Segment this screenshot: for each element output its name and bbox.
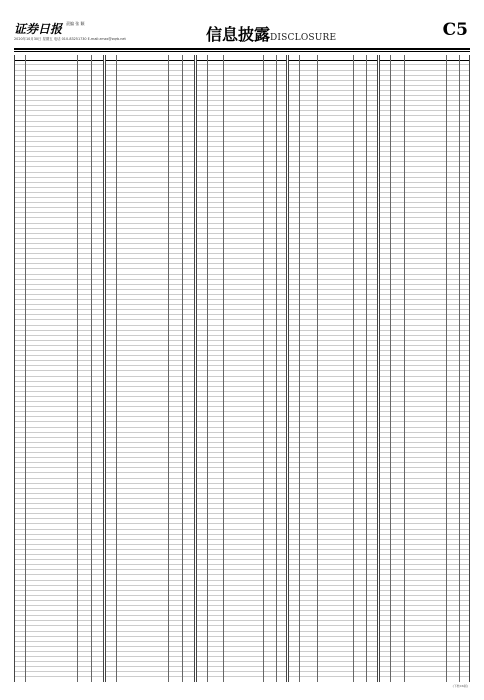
table-column-5 xyxy=(379,55,470,682)
contact-line: 电话 010-83251730 E-mail:zmzx@zqrb.net xyxy=(53,37,126,41)
table-column-3 xyxy=(196,55,287,682)
edition-editor: 责编 张 颖 xyxy=(66,21,85,26)
disclosure-tables xyxy=(14,55,470,682)
page-number: C5 xyxy=(442,20,468,40)
table-column-4 xyxy=(288,55,378,682)
table-header xyxy=(106,55,194,61)
table-header xyxy=(197,55,286,61)
table-column-2 xyxy=(105,55,195,682)
issue-date: 2020年10月30日 星期五 xyxy=(14,37,53,41)
newspaper-page xyxy=(14,20,470,688)
dateline xyxy=(14,37,184,41)
table-header xyxy=(289,55,377,61)
header-rule-thick xyxy=(14,48,470,50)
section-title xyxy=(206,22,336,45)
edition-info xyxy=(66,21,85,26)
continued-note: (下转C6版) xyxy=(452,684,468,688)
newspaper-logo: 证券日报 xyxy=(14,22,63,36)
table-header xyxy=(380,55,469,61)
section-title-cn: 信息披露 xyxy=(206,25,271,44)
page-header xyxy=(14,20,470,50)
masthead xyxy=(14,20,134,50)
header-rule-thin xyxy=(14,51,470,52)
table-column-1 xyxy=(14,55,104,682)
table-header xyxy=(15,55,103,61)
section-title-en: DISCLOSURE xyxy=(270,33,337,43)
